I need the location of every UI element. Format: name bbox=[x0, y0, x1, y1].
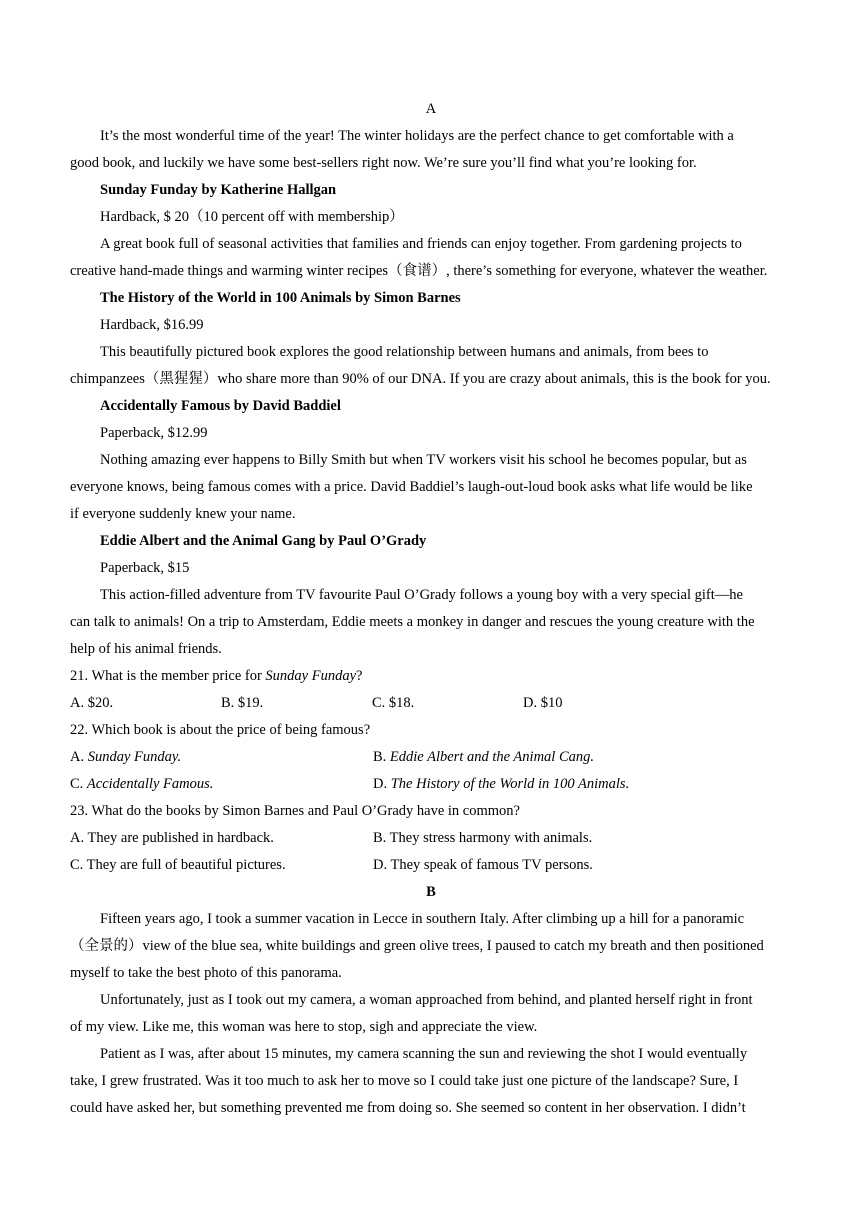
answer-option: D. The History of the World in 100 Animals. bbox=[373, 776, 630, 792]
paragraph-line: Unfortunately, just as I took out my camera, a woman approached from behind, and planted herself right in front bbox=[100, 992, 753, 1008]
answer-option: C. $18. bbox=[372, 695, 415, 711]
question-options bbox=[70, 690, 792, 717]
answer-option: B. Eddie Albert and the Animal Cang. bbox=[373, 749, 594, 765]
question-options bbox=[70, 825, 792, 852]
question-stem: 23. What do the books by Simon Barnes and Paul O’Grady have in common? bbox=[70, 803, 520, 819]
book-desc-line: Nothing amazing ever happens to Billy Smith but when TV workers visit his school he becomes popular, but as bbox=[100, 452, 747, 468]
exam-page bbox=[70, 96, 792, 1122]
book-price: Hardback, $16.99 bbox=[100, 317, 204, 333]
answer-option: D. $10 bbox=[523, 695, 563, 711]
book-desc-line: creative hand-made things and warming winter recipes（食谱）, there’s something for everyone, whatever the weather. bbox=[70, 263, 768, 279]
answer-option: D. They speak of famous TV persons. bbox=[373, 857, 593, 873]
section-b-heading: B bbox=[426, 884, 436, 900]
book-desc-line: A great book full of seasonal activities that families and friends can enjoy together. From gardening projects to bbox=[100, 236, 742, 252]
question-options bbox=[70, 852, 792, 879]
section-a-heading: A bbox=[425, 101, 437, 117]
book-title: Sunday Funday by Katherine Hallgan bbox=[100, 182, 337, 198]
question-options bbox=[70, 771, 792, 798]
paragraph-line: Patient as I was, after about 15 minutes, my camera scanning the sun and reviewing the shot I would eventually bbox=[100, 1046, 748, 1062]
paragraph-line: could have asked her, but something prevented me from doing so. She seemed so content in her observation. I didn’t bbox=[70, 1100, 746, 1116]
intro-line: It’s the most wonderful time of the year! The winter holidays are the perfect chance to get comfortable with a bbox=[100, 128, 734, 144]
book-desc-line: everyone knows, being famous comes with a price. David Baddiel’s laugh-out-loud book asks what life would be like bbox=[70, 479, 753, 495]
paragraph-line: take, I grew frustrated. Was it too much to ask her to move so I could take just one picture of the landscape? Sure, I bbox=[70, 1073, 739, 1089]
answer-option: B. $19. bbox=[221, 695, 264, 711]
paragraph-line: Fifteen years ago, I took a summer vacation in Lecce in southern Italy. After climbing up a hill for a panoramic bbox=[100, 911, 745, 927]
book-desc-line: chimpanzees（黑猩猩）who share more than 90% of our DNA. If you are crazy about animals, this is the book for you. bbox=[70, 371, 771, 387]
answer-option: A. $20. bbox=[70, 695, 114, 711]
book-price: Paperback, $12.99 bbox=[100, 425, 208, 441]
question-stem: 22. Which book is about the price of being famous? bbox=[70, 722, 371, 738]
book-price: Hardback, $ 20（10 percent off with membership） bbox=[100, 209, 404, 225]
question-stem: 21. What is the member price for Sunday Funday? bbox=[70, 668, 363, 684]
book-desc-line: if everyone suddenly knew your name. bbox=[70, 506, 296, 522]
book-title: Eddie Albert and the Animal Gang by Paul O’Grady bbox=[100, 533, 427, 549]
book-desc-line: can talk to animals! On a trip to Amsterdam, Eddie meets a monkey in danger and rescues the young creature with the bbox=[70, 614, 755, 630]
book-desc-line: This beautifully pictured book explores the good relationship between humans and animals, from bees to bbox=[100, 344, 709, 360]
book-desc-line: This action-filled adventure from TV favourite Paul O’Grady follows a young boy with a very special gift—he bbox=[100, 587, 743, 603]
book-title: Accidentally Famous by David Baddiel bbox=[100, 398, 341, 414]
answer-option: A. They are published in hardback. bbox=[70, 830, 274, 846]
book-price: Paperback, $15 bbox=[100, 560, 190, 576]
intro-line: good book, and luckily we have some best-sellers right now. We’re sure you’ll find what you’re looking for. bbox=[70, 155, 697, 171]
paragraph-line: of my view. Like me, this woman was here to stop, sigh and appreciate the view. bbox=[70, 1019, 538, 1035]
answer-option: C. They are full of beautiful pictures. bbox=[70, 857, 286, 873]
paragraph-line: （全景的）view of the blue sea, white buildings and green olive trees, I paused to catch my breath and then positioned bbox=[70, 938, 764, 954]
answer-option: A. Sunday Funday. bbox=[70, 749, 182, 765]
answer-option: C. Accidentally Famous. bbox=[70, 776, 214, 792]
book-desc-line: help of his animal friends. bbox=[70, 641, 222, 657]
book-title: The History of the World in 100 Animals by Simon Barnes bbox=[100, 290, 461, 306]
answer-option: B. They stress harmony with animals. bbox=[373, 830, 593, 846]
paragraph-line: myself to take the best photo of this panorama. bbox=[70, 965, 342, 981]
question-options bbox=[70, 744, 792, 771]
